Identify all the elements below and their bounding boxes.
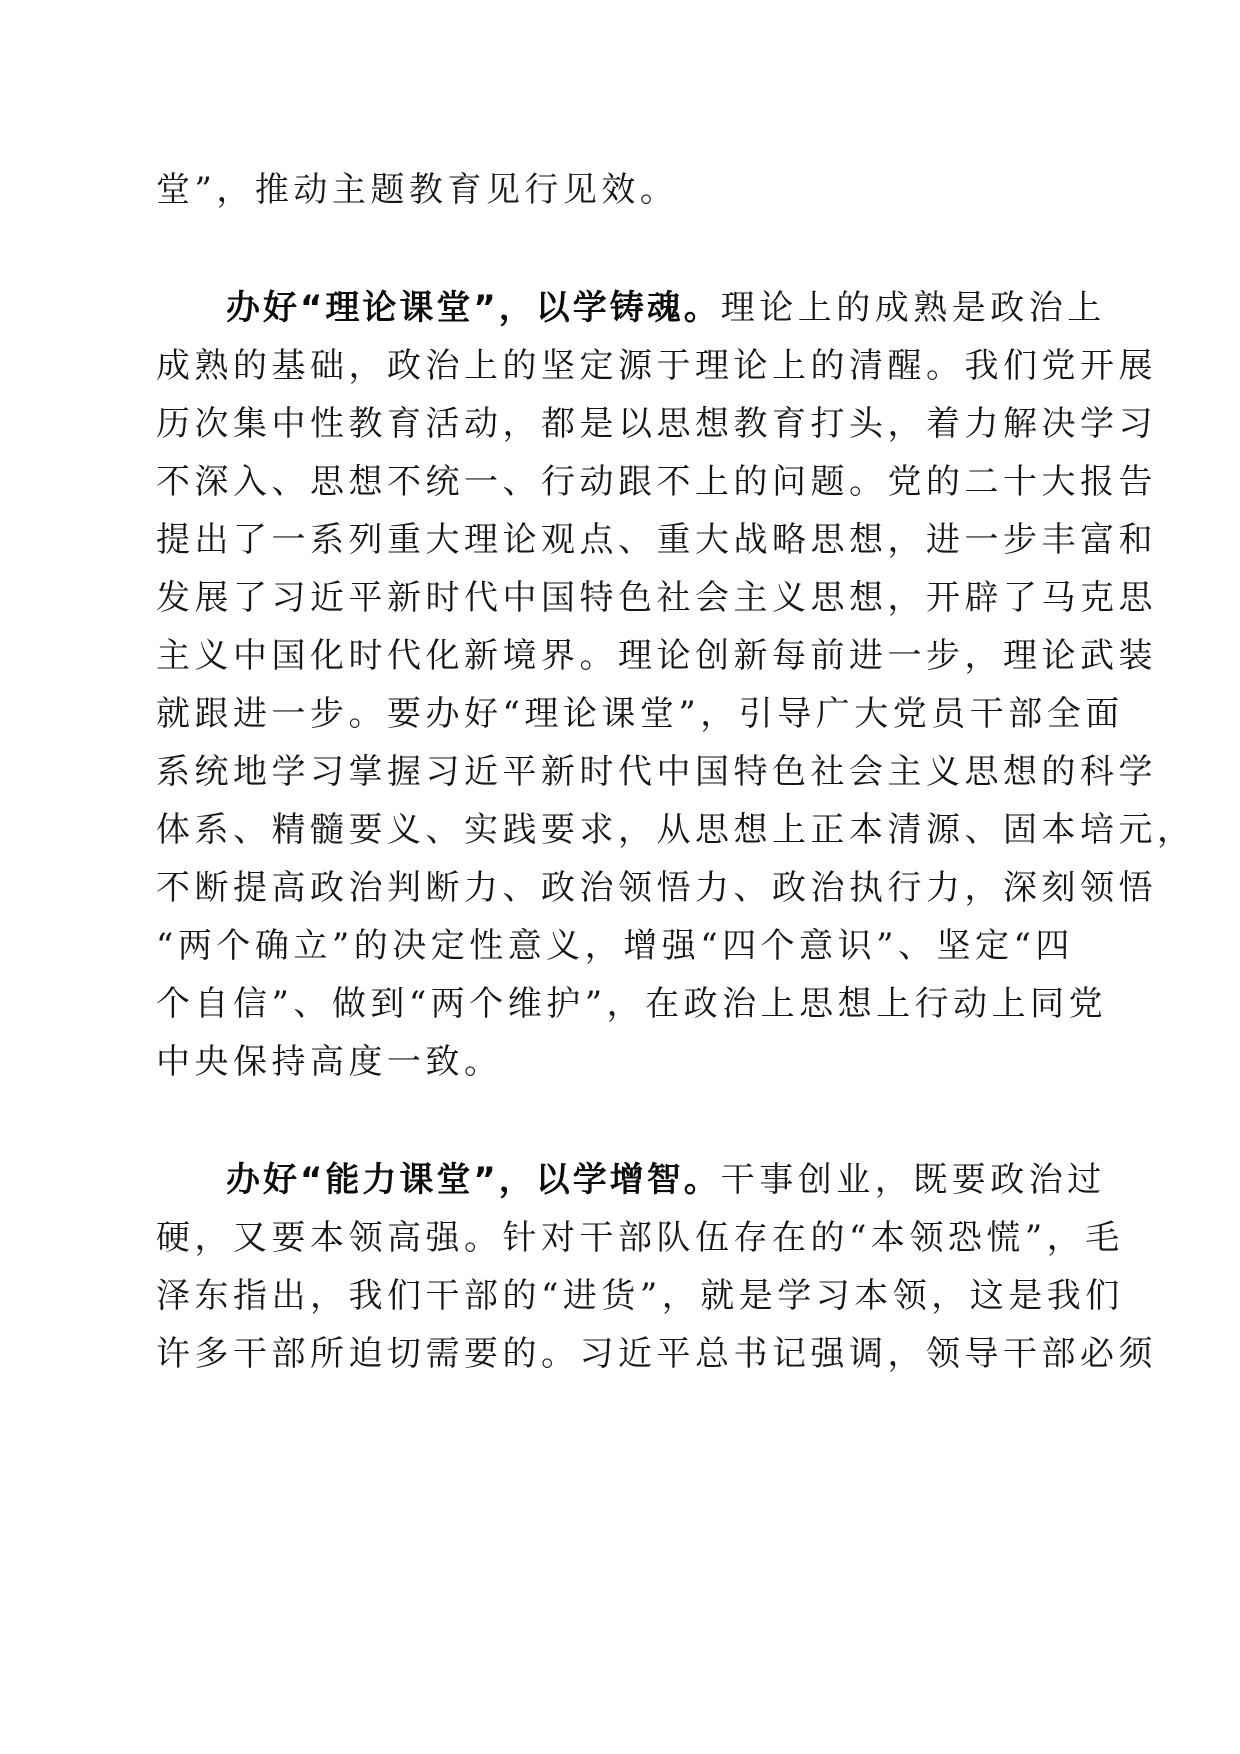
- paragraph-1-line: 提出了一系列重大理论观点、重大战略思想，进一步丰富和: [156, 520, 1157, 560]
- continuation-line: 堂”，推动主题教育见行见效。: [156, 170, 679, 210]
- paragraph-1-line: 体系、精髓要义、实践要求，从思想上正本清源、固本培元，: [156, 810, 1196, 850]
- paragraph-2-line: 泽东指出，我们干部的“进货”，就是学习本领，这是我们: [156, 1276, 1124, 1316]
- paragraph-1-line: 个自信”、做到“两个维护”，在政治上思想上行动上同党: [156, 984, 1108, 1024]
- paragraph-1-line: 就跟进一步。要办好“理论课堂”，引导广大党员干部全面: [156, 694, 1124, 734]
- paragraph-2-line: 硬，又要本领高强。针对干部队伍存在的“本领恐慌”，毛: [156, 1218, 1124, 1258]
- paragraph-1-line: 历次集中性教育活动，都是以思想教育打头，着力解决学习: [156, 404, 1157, 444]
- paragraph-1-line: 不深入、思想不统一、行动跟不上的问题。党的二十大报告: [156, 462, 1157, 502]
- paragraph-1-line: 主义中国化时代化新境界。理论创新每前进一步，理论武装: [156, 636, 1157, 676]
- paragraph-1-line: 发展了习近平新时代中国特色社会主义思想，开辟了马克思: [156, 578, 1157, 618]
- paragraph-1-line: 系统地学习掌握习近平新时代中国特色社会主义思想的科学: [156, 752, 1157, 792]
- paragraph-2-first-line-text: 干事创业，既要政治过: [720, 1160, 1106, 1200]
- paragraph-1-line: 成熟的基础，政治上的坚定源于理论上的清醒。我们党开展: [156, 346, 1157, 386]
- paragraph-1-line: “两个确立”的决定性意义，增强“四个意识”、坚定“四: [156, 926, 1074, 966]
- paragraph-1-first-line-text: 理论上的成熟是政治上: [720, 288, 1106, 328]
- paragraph-1-heading: 办好“理论课堂”，以学铸魂。: [226, 288, 721, 328]
- paragraph-2-line: 许多干部所迫切需要的。习近平总书记强调，领导干部必须: [156, 1334, 1157, 1374]
- paragraph-2-first-line: [226, 1158, 1156, 1202]
- paragraph-1-line: 不断提高政治判断力、政治领悟力、政治执行力，深刻领悟: [156, 868, 1157, 908]
- paragraph-2-heading: 办好“能力课堂”，以学增智。: [226, 1160, 721, 1200]
- paragraph-1-first-line: [226, 286, 1156, 330]
- paragraph-1-line: 中央保持高度一致。: [156, 1042, 503, 1082]
